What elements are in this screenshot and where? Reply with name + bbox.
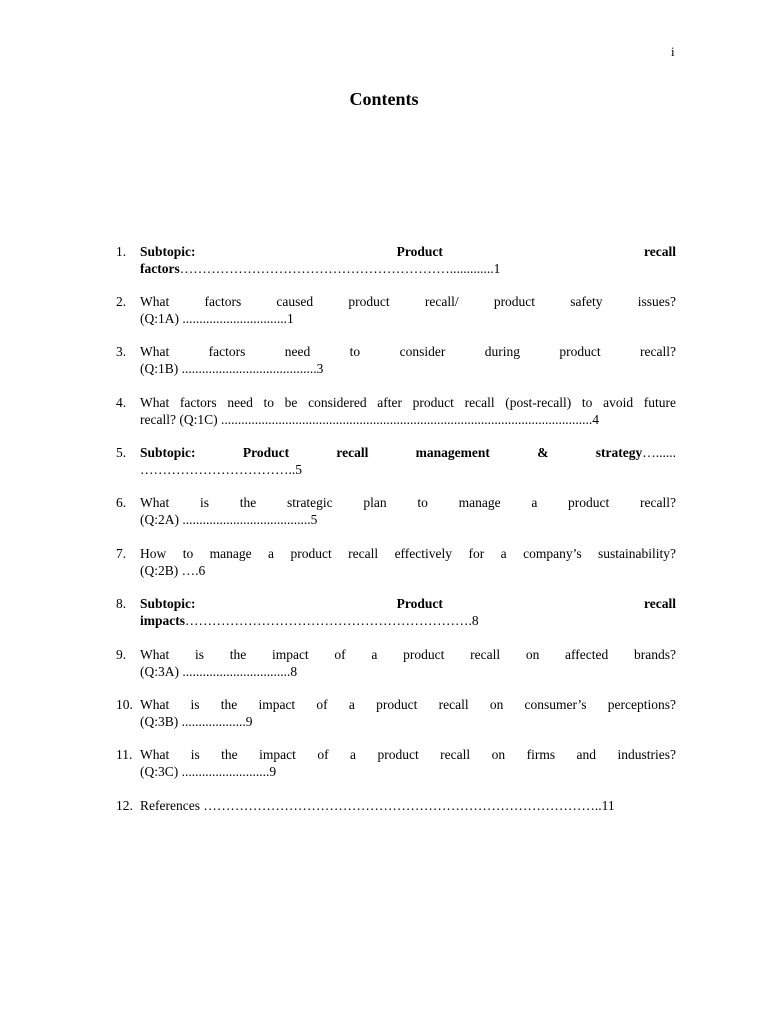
entry-number: 9.	[116, 647, 127, 662]
dot-leader: ….	[178, 563, 199, 578]
entry-number: 12.	[116, 798, 133, 813]
entry-heading: What is the impact of a product recall on firms and industries?	[140, 747, 676, 762]
page-ref: 1	[287, 311, 294, 326]
page-ref: 8	[290, 664, 298, 679]
entry-heading: References	[140, 798, 200, 813]
dot-leader: ................................	[179, 664, 291, 679]
toc-entry-8[interactable]	[116, 595, 676, 629]
entry-number: 7.	[116, 546, 127, 561]
toc-entry-6[interactable]	[116, 494, 676, 528]
entry-number: 6.	[116, 495, 127, 510]
entry-number: 10.	[116, 697, 133, 712]
entry-number: 2.	[116, 294, 127, 309]
entry-heading: What is the impact of a product recall on consumer’s perceptions?	[140, 697, 676, 712]
question-code: (Q:2B)	[140, 563, 179, 578]
dot-leader: ...............................	[179, 311, 287, 326]
page-ref: 5	[295, 462, 302, 477]
page-ref: 11	[601, 798, 615, 813]
entry-heading: Subtopic: Product recall	[140, 596, 676, 611]
entry-heading-cont: factors	[140, 261, 180, 276]
toc-entry-11[interactable]	[116, 746, 676, 780]
question-code: recall? (Q:1C)	[140, 412, 218, 427]
page-ref: 8	[471, 613, 479, 628]
page-ref: 1	[493, 261, 501, 276]
toc-entry-9[interactable]	[116, 646, 676, 680]
page-number: i	[671, 44, 675, 59]
entry-heading: How to manage a product recall effectively for a company’s sustainability?	[140, 546, 676, 561]
page-ref: 9	[269, 764, 277, 779]
entry-heading: Subtopic: Product recall management & strategy	[140, 445, 643, 460]
dot-leader: ……………………………………………………………………………..	[199, 798, 602, 813]
toc-entry-5[interactable]	[116, 444, 676, 478]
entry-heading: What factors need to be considered after product recall (post-recall) to avoid future	[140, 395, 676, 410]
toc-entry-2[interactable]	[116, 293, 676, 327]
dot-leader: ..........................	[178, 764, 270, 779]
entry-number: 3.	[116, 344, 127, 359]
toc-entry-12[interactable]	[116, 797, 676, 814]
entry-number: 11.	[116, 747, 133, 762]
dot-leader: ..............................................................................................................	[217, 412, 593, 427]
page-ref: 6	[198, 563, 206, 578]
contents-title: Contents	[349, 89, 419, 109]
dot-leader: ...................	[178, 714, 246, 729]
entry-heading: What factors need to consider during product recall?	[140, 344, 676, 359]
toc-entry-10[interactable]	[116, 696, 676, 730]
toc-entry-1[interactable]	[116, 243, 676, 277]
dot-leader: ……………………………………………………….	[185, 613, 472, 628]
entry-number: 1.	[116, 244, 127, 259]
question-code: (Q:1A)	[140, 311, 179, 326]
entry-heading: What factors caused product recall/ product safety issues?	[140, 294, 676, 309]
question-code: (Q:2A)	[140, 512, 179, 527]
question-code: (Q:3A)	[140, 664, 179, 679]
page-ref: 5	[310, 512, 318, 527]
entry-heading: What is the strategic plan to manage a product recall?	[140, 495, 676, 510]
dot-leader: ……………………………..	[140, 462, 296, 477]
entry-heading: What is the impact of a product recall on affected brands?	[140, 647, 676, 662]
dot-leader: ......................................	[179, 512, 311, 527]
dot-leader: ........................................	[178, 361, 317, 376]
entry-heading-cont: impacts	[140, 613, 185, 628]
entry-number: 8.	[116, 596, 127, 611]
page-ref: 3	[316, 361, 324, 376]
page-ref: 4	[592, 412, 599, 427]
toc-entry-4[interactable]	[116, 394, 676, 428]
entry-heading: Subtopic: Product recall	[140, 244, 676, 259]
question-code: (Q:3B)	[140, 714, 179, 729]
toc-entry-7[interactable]	[116, 545, 676, 579]
dot-leader: …......	[642, 445, 676, 460]
question-code: (Q:3C)	[140, 764, 179, 779]
page-ref: 9	[245, 714, 253, 729]
toc-entry-3[interactable]	[116, 343, 676, 377]
dot-leader: …………………………………………………….............	[179, 261, 494, 276]
question-code: (Q:1B)	[140, 361, 179, 376]
entry-number: 5.	[116, 445, 127, 460]
entry-number: 4.	[116, 395, 127, 410]
